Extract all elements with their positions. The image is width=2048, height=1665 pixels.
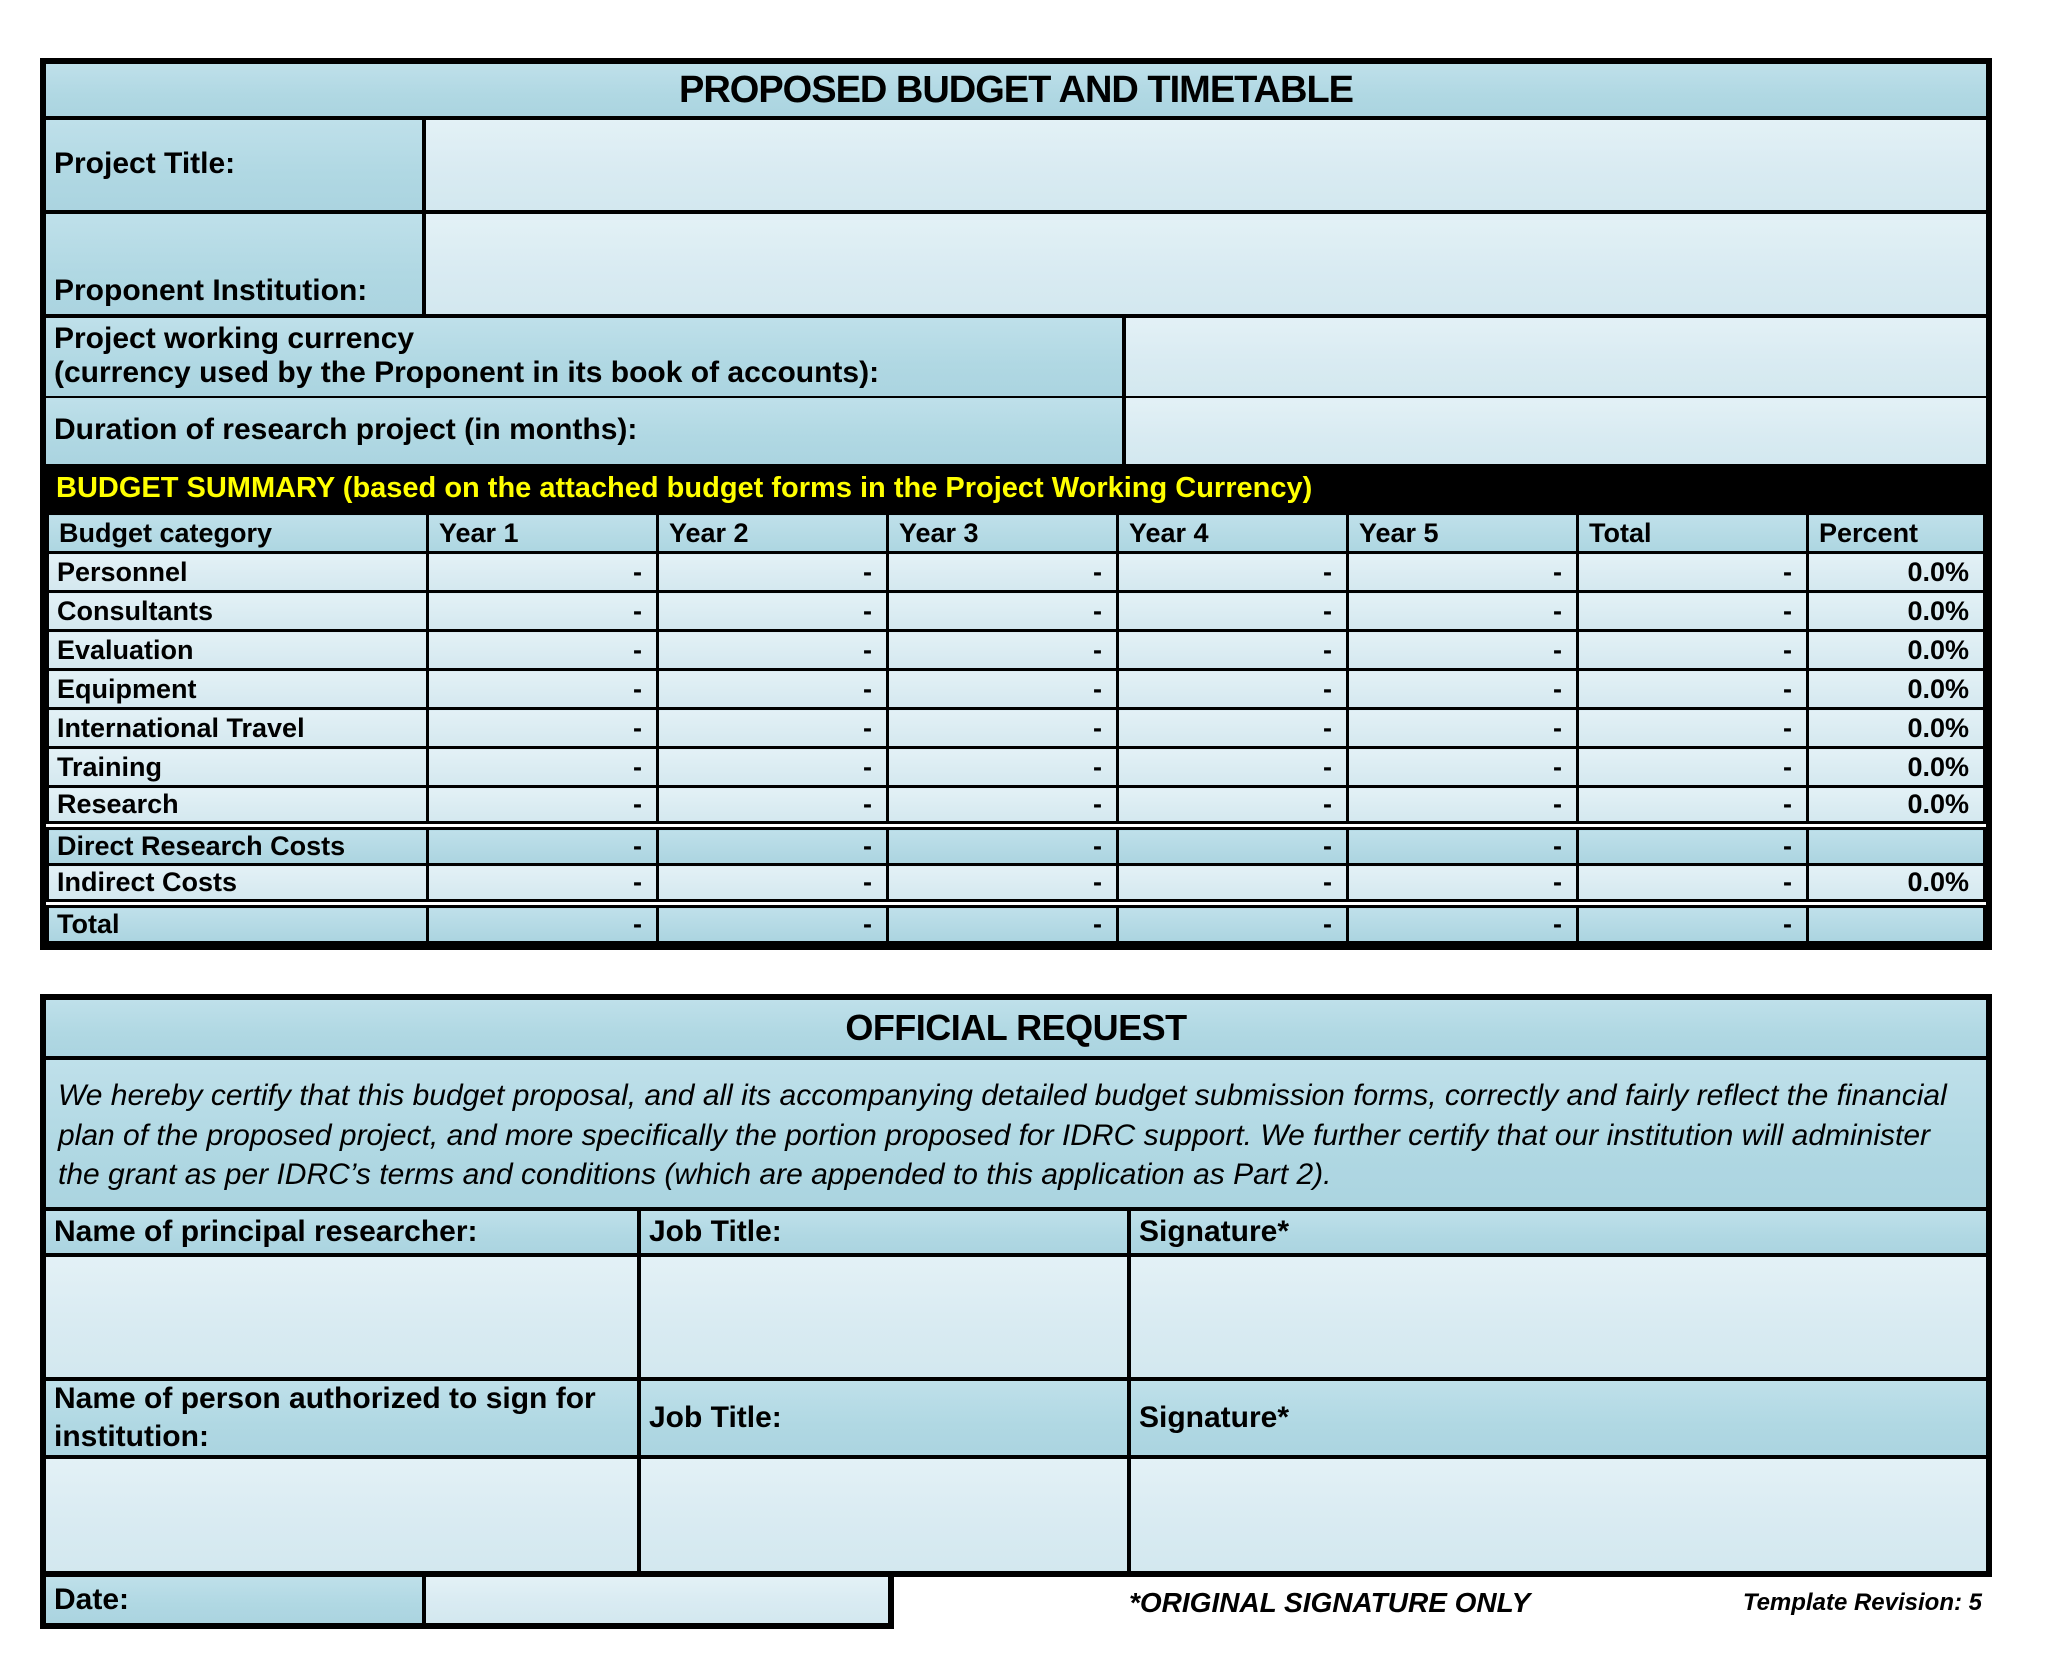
proponent-institution-label: Proponent Institution: [46,214,426,314]
budget-year-value-cell[interactable]: - [1118,631,1348,670]
budget-year-value-cell[interactable]: - [428,670,658,709]
budget-year-value-cell[interactable]: - [658,787,888,826]
date-label: Date: [46,1577,426,1623]
budget-year-value-cell[interactable]: - [888,904,1118,943]
proponent-institution-input[interactable] [426,214,1986,314]
authorized-person-name-label: Name of person authorized to sign for institution: [46,1381,641,1459]
budget-row [48,592,1985,631]
principal-researcher-signature-area[interactable] [1131,1257,1986,1381]
budget-summary-table [46,512,1986,944]
budget-year-value-cell[interactable]: - [658,592,888,631]
budget-year-value-cell[interactable]: - [428,553,658,592]
budget-year-value-cell[interactable]: - [428,592,658,631]
budget-total-cell: - [1578,748,1808,787]
budget-category-cell: Indirect Costs [48,865,428,904]
proposed-budget-table [40,58,1992,950]
budget-year-value-cell[interactable]: - [1118,748,1348,787]
budget-year-value-cell[interactable]: - [888,631,1118,670]
budget-category-cell: International Travel [48,709,428,748]
budget-col-header-year1: Year 1 [428,514,658,553]
budget-year-value-cell[interactable]: - [658,553,888,592]
budget-percent-cell [1808,904,1985,943]
budget-year-value-cell[interactable]: - [658,748,888,787]
working-currency-label-line1: Project working currency [54,322,415,355]
budget-year-value-cell[interactable]: - [888,748,1118,787]
budget-row [48,670,1985,709]
duration-row [46,398,1986,464]
budget-year-value-cell[interactable]: - [428,904,658,943]
budget-year-value-cell[interactable]: - [1118,826,1348,865]
budget-year-value-cell[interactable]: - [888,709,1118,748]
template-revision: Template Revision: 5 [1742,1588,1982,1616]
budget-total-cell: - [1578,670,1808,709]
budget-row [48,904,1985,943]
budget-year-value-cell[interactable]: - [1118,865,1348,904]
budget-year-value-cell[interactable]: - [658,709,888,748]
budget-year-value-cell[interactable]: - [888,592,1118,631]
budget-category-cell: Evaluation [48,631,428,670]
budget-year-value-cell[interactable]: - [1348,592,1578,631]
budget-year-value-cell[interactable]: - [658,865,888,904]
authorized-person-job-title-input[interactable] [641,1459,1131,1571]
budget-year-value-cell[interactable]: - [1118,904,1348,943]
project-title-input[interactable] [426,120,1986,210]
budget-total-cell: - [1578,787,1808,826]
budget-year-value-cell[interactable]: - [888,865,1118,904]
certification-text: We hereby certify that this budget proposal, and all its accompanying detailed budget submission forms, correctly and fairly reflect the financial plan of the proposed project, and more specifically the portion proposed for IDRC support. We further certify that our institution will administer the grant as per IDRC’s terms and conditions (which are appended to this application as Part 2). [46,1060,1986,1211]
budget-percent-cell: 0.0% [1808,670,1985,709]
budget-year-value-cell[interactable]: - [888,826,1118,865]
budget-percent-cell: 0.0% [1808,592,1985,631]
budget-summary-section-bar: BUDGET SUMMARY (based on the attached budget forms in the Project Working Currency) [46,464,1986,512]
budget-total-cell: - [1578,553,1808,592]
budget-col-header-year5: Year 5 [1348,514,1578,553]
budget-col-header-year4: Year 4 [1118,514,1348,553]
budget-year-value-cell[interactable]: - [1348,553,1578,592]
budget-row [48,826,1985,865]
budget-year-value-cell[interactable]: - [428,826,658,865]
principal-researcher-job-title-label: Job Title: [641,1211,1131,1257]
working-currency-label-line2: (currency used by the Proponent in its book of accounts): [54,356,880,389]
working-currency-row [46,318,1986,398]
form-title: PROPOSED BUDGET AND TIMETABLE [46,64,1986,120]
budget-year-value-cell[interactable]: - [658,631,888,670]
budget-row [48,709,1985,748]
budget-category-cell: Personnel [48,553,428,592]
duration-input[interactable] [1126,398,1986,464]
original-signature-note: *ORIGINAL SIGNATURE ONLY [1129,1586,1531,1618]
budget-row [48,787,1985,826]
date-input[interactable] [426,1577,888,1623]
budget-percent-cell: 0.0% [1808,709,1985,748]
budget-year-value-cell[interactable]: - [1348,904,1578,943]
budget-total-cell: - [1578,631,1808,670]
budget-row [48,553,1985,592]
project-title-label: Project Title: [46,120,426,210]
project-title-row [46,120,1986,214]
principal-researcher-name-input[interactable] [46,1257,641,1381]
budget-year-value-cell[interactable]: - [428,865,658,904]
budget-year-value-cell[interactable]: - [1348,709,1578,748]
budget-year-value-cell[interactable]: - [428,631,658,670]
budget-year-value-cell[interactable]: - [1348,865,1578,904]
budget-year-value-cell[interactable]: - [1118,787,1348,826]
budget-year-value-cell[interactable]: - [658,826,888,865]
budget-table-body [48,553,1985,943]
budget-col-header-percent: Percent [1808,514,1985,553]
budget-col-header-year3: Year 3 [888,514,1118,553]
working-currency-label [46,318,1126,396]
budget-year-value-cell[interactable]: - [1348,826,1578,865]
authorized-person-header-row [46,1381,1986,1459]
budget-total-cell: - [1578,709,1808,748]
duration-label: Duration of research project (in months): [46,398,1126,464]
budget-year-value-cell[interactable]: - [1348,787,1578,826]
budget-header-row [48,514,1985,553]
budget-col-header-total: Total [1578,514,1808,553]
official-request-title: OFFICIAL REQUEST [46,1000,1986,1060]
budget-year-value-cell[interactable]: - [428,787,658,826]
budget-category-cell: Direct Research Costs [48,826,428,865]
budget-row [48,631,1985,670]
principal-researcher-name-label: Name of principal researcher: [46,1211,641,1257]
budget-year-value-cell[interactable]: - [1348,748,1578,787]
budget-year-value-cell[interactable]: - [428,748,658,787]
budget-year-value-cell[interactable]: - [1118,592,1348,631]
budget-row [48,865,1985,904]
proponent-institution-row [46,214,1986,318]
budget-year-value-cell[interactable]: - [888,670,1118,709]
budget-category-cell: Total [48,904,428,943]
budget-percent-cell: 0.0% [1808,631,1985,670]
authorized-person-signature-area[interactable] [1131,1459,1986,1571]
budget-percent-cell: 0.0% [1808,787,1985,826]
authorized-person-job-title-label: Job Title: [641,1381,1131,1459]
authorized-person-entry-row [46,1459,1986,1571]
budget-percent-cell: 0.0% [1808,748,1985,787]
budget-year-value-cell[interactable]: - [1348,631,1578,670]
budget-category-cell: Consultants [48,592,428,631]
budget-year-value-cell[interactable]: - [658,670,888,709]
budget-year-value-cell[interactable]: - [1348,670,1578,709]
principal-researcher-signature-label: Signature* [1131,1211,1986,1257]
budget-category-cell: Research [48,787,428,826]
budget-year-value-cell[interactable]: - [658,904,888,943]
budget-row [48,748,1985,787]
authorized-person-name-input[interactable] [46,1459,641,1571]
budget-total-cell: - [1578,865,1808,904]
footer-row [40,1577,1992,1629]
budget-year-value-cell[interactable]: - [428,709,658,748]
budget-year-value-cell[interactable]: - [888,787,1118,826]
budget-total-cell: - [1578,826,1808,865]
budget-col-header-year2: Year 2 [658,514,888,553]
authorized-person-signature-label: Signature* [1131,1381,1986,1459]
working-currency-input[interactable] [1126,318,1986,396]
budget-year-value-cell[interactable]: - [1118,670,1348,709]
official-request-table [40,994,1992,1577]
budget-total-cell: - [1578,592,1808,631]
principal-researcher-entry-row [46,1257,1986,1381]
budget-percent-cell: 0.0% [1808,553,1985,592]
budget-year-value-cell[interactable]: - [888,553,1118,592]
budget-category-cell: Training [48,748,428,787]
budget-percent-cell: 0.0% [1808,865,1985,904]
budget-col-header-category: Budget category [48,514,428,553]
date-strip [40,1577,894,1629]
budget-year-value-cell[interactable]: - [1118,553,1348,592]
principal-researcher-job-title-input[interactable] [641,1257,1131,1381]
budget-total-cell: - [1578,904,1808,943]
budget-category-cell: Equipment [48,670,428,709]
budget-year-value-cell[interactable]: - [1118,709,1348,748]
budget-percent-cell [1808,826,1985,865]
principal-researcher-header-row [46,1211,1986,1257]
